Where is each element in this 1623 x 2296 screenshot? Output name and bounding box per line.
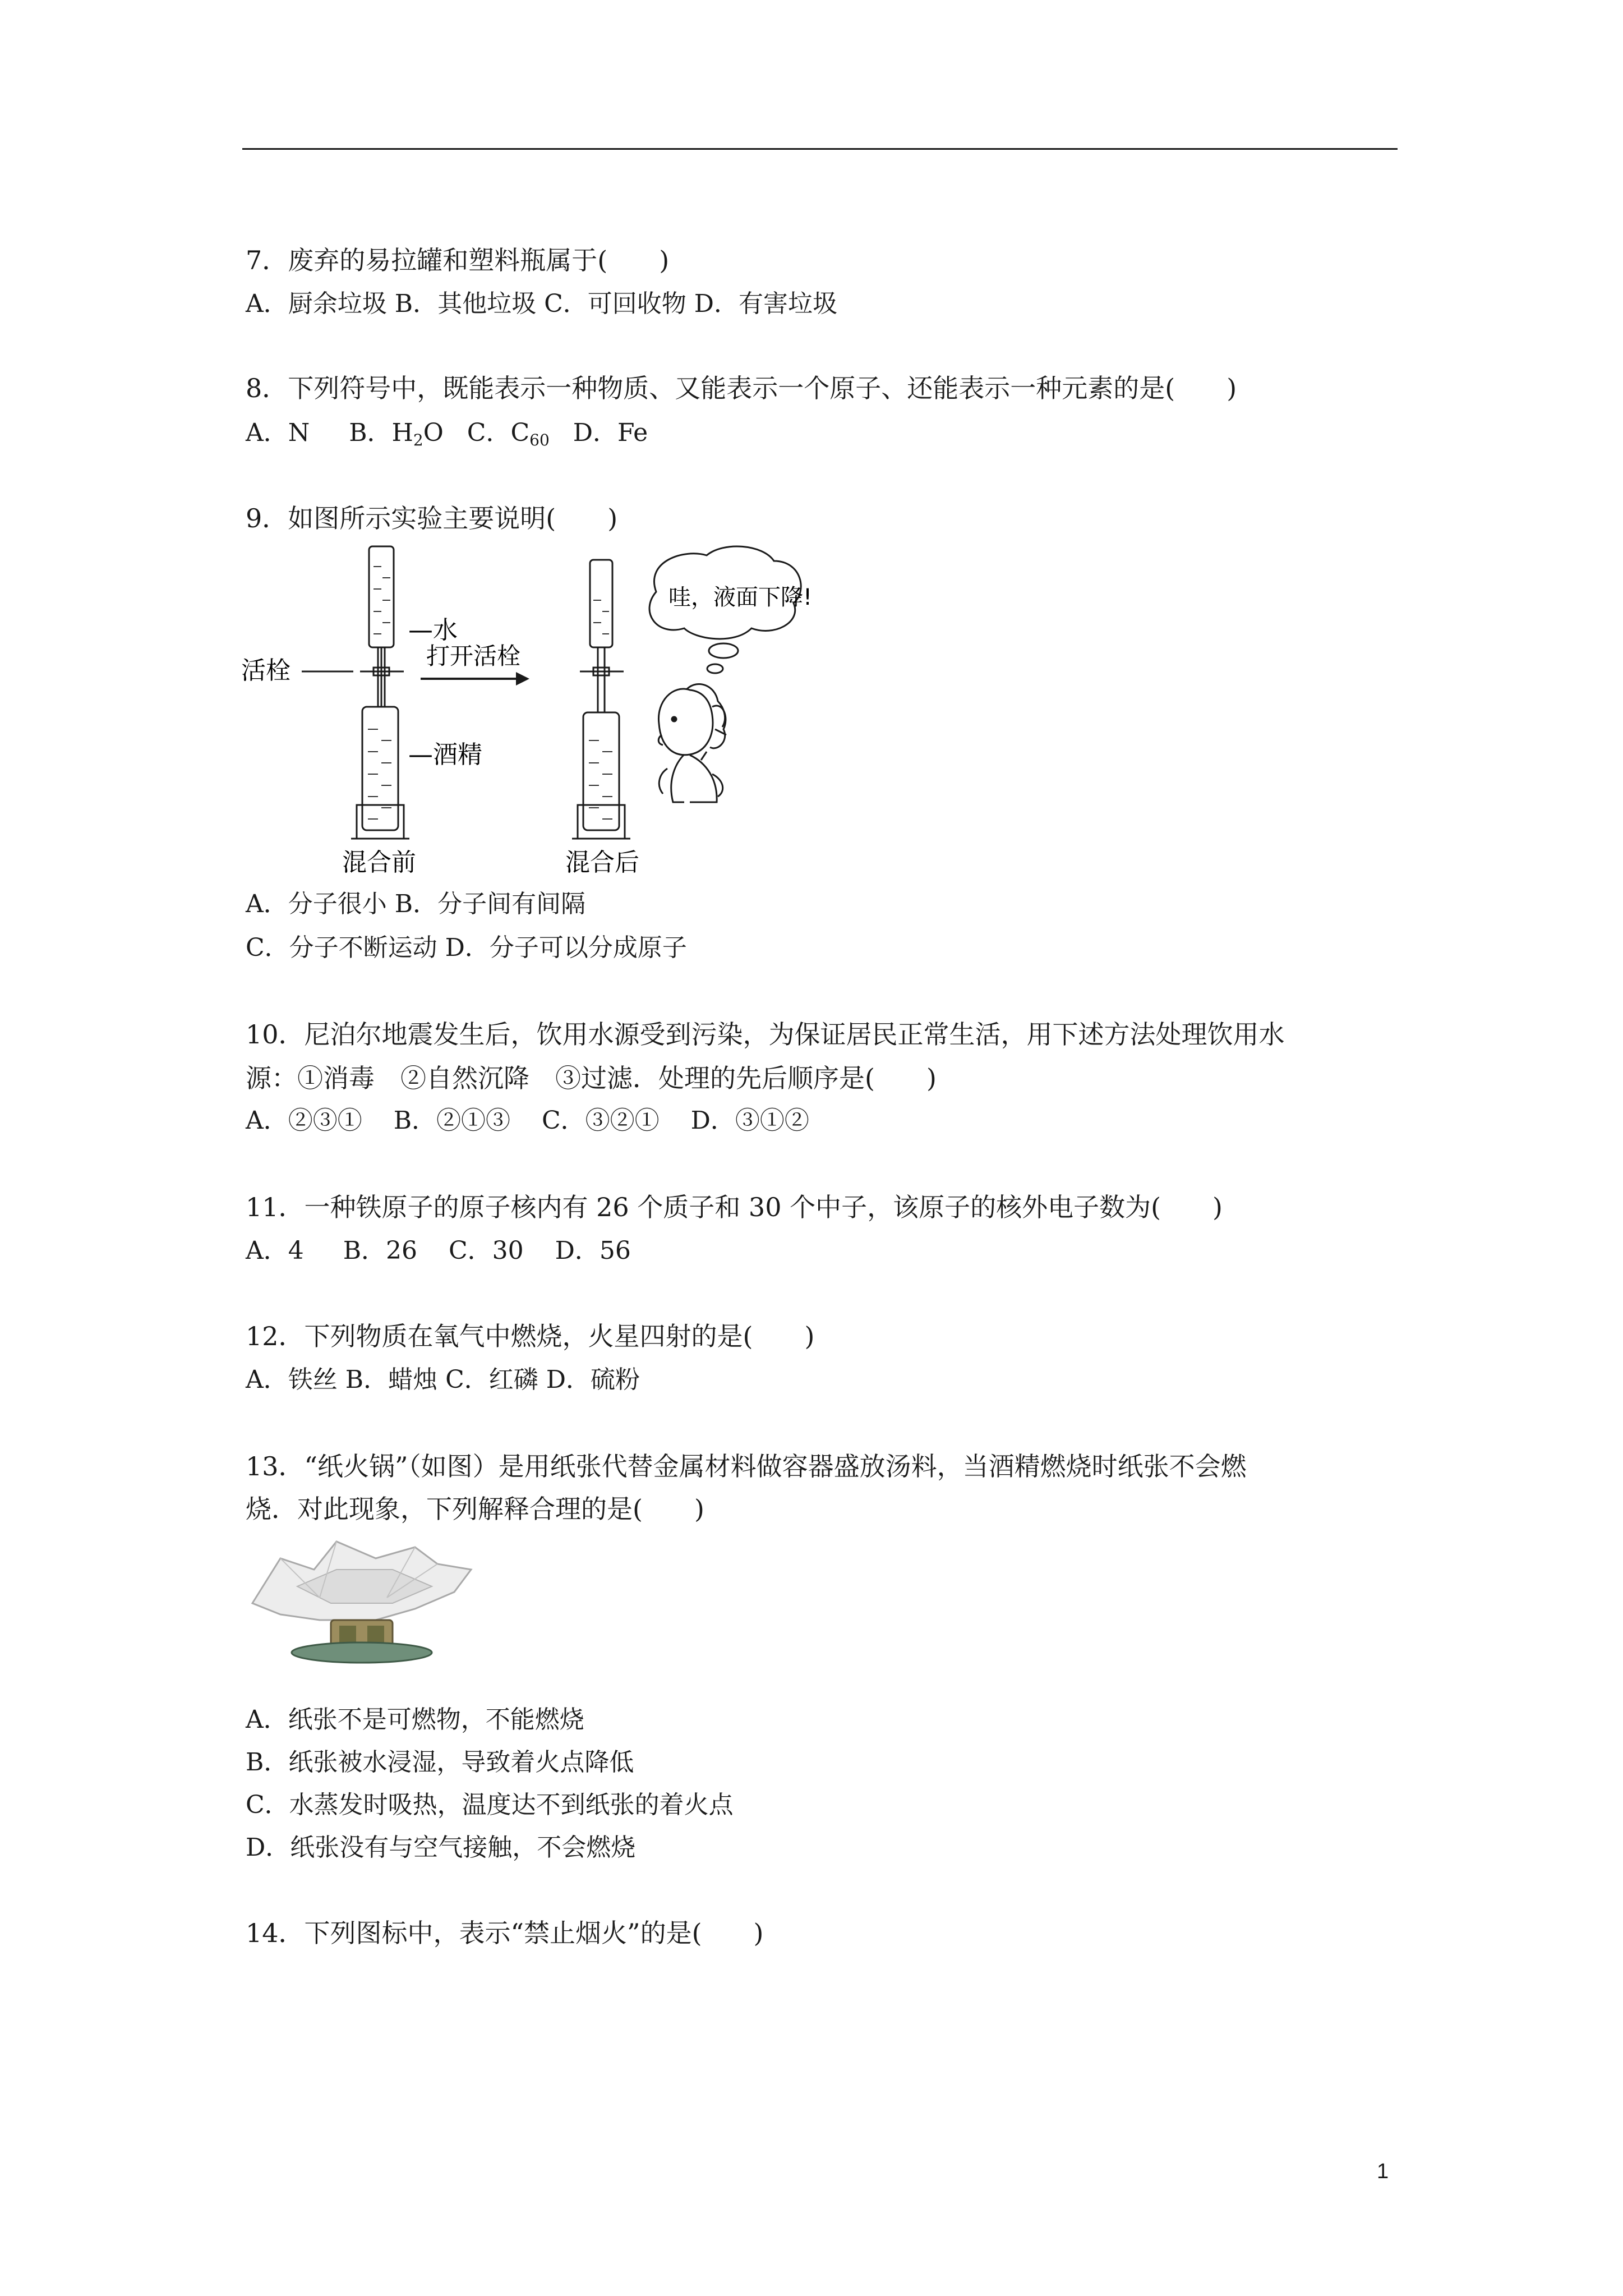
alcohol-dashes-after <box>589 740 612 819</box>
question-8-stem: 8．下列符号中，既能表示一种物质、又能表示一个原子、还能表示一种元素的是( ) <box>246 373 1237 403</box>
paper-hotpot-photo <box>247 1536 477 1665</box>
label-stopcock: 活栓 <box>241 656 291 685</box>
question-10-options: A．②③① B．②①③ C．③②① D．③①② <box>246 1106 809 1135</box>
diffusion-experiment-figure <box>241 539 813 886</box>
label-after-mixing: 混合后 <box>565 848 639 877</box>
question-7-stem: 7．废弃的易拉罐和塑料瓶属于( ) <box>246 245 670 275</box>
question-10-stem-line2: 源：①消毒 ②自然沉降 ③过滤．处理的先后顺序是( ) <box>246 1063 937 1093</box>
burner-base <box>292 1642 432 1663</box>
question-13-option-a: A．纸张不是可燃物，不能燃烧 <box>246 1705 584 1734</box>
arrow-head <box>516 672 529 685</box>
water-dashes-after <box>593 600 609 634</box>
question-10-stem-line1: 10．尼泊尔地震发生后，饮用水源受到污染，为保证居民正常生活，用下述方法处理饮用水 <box>246 1019 1285 1050</box>
question-14-stem: 14．下列图标中，表示“禁止烟火”的是( ) <box>246 1918 764 1948</box>
girl-illustration <box>658 684 726 802</box>
label-water: —水 <box>408 616 458 645</box>
question-13-option-b: B．纸张被水浸湿，导致着火点降低 <box>246 1748 634 1777</box>
subscript: 2 <box>413 431 423 449</box>
subscript: 60 <box>529 431 550 449</box>
question-7-options: A．厨余垃圾 B．其他垃圾 C．可回收物 D．有害垃圾 <box>246 289 838 318</box>
question-11-stem: 11．一种铁原子的原子核内有 26 个质子和 30 个中子，该原子的核外电子数为( ) <box>246 1192 1223 1222</box>
header-rule <box>242 148 1398 150</box>
label-open-stopcock: 打开活栓 <box>426 642 521 670</box>
question-13-stem-line2: 烧．对此现象，下列解释合理的是( ) <box>246 1494 704 1524</box>
water-dashes-before <box>374 567 390 634</box>
question-9-stem: 9．如图所示实验主要说明( ) <box>246 503 618 533</box>
thought-dot <box>707 664 723 673</box>
question-13-option-d: D．纸张没有与空气接触，不会燃烧 <box>246 1833 636 1862</box>
bubble-text: 哇，液面下降! <box>668 585 813 610</box>
page-number: 1 <box>1377 2160 1389 2183</box>
question-9-options-row2: C．分子不断运动 D．分子可以分成原子 <box>246 933 687 962</box>
question-11-options: A．4 B．26 C．30 D．56 <box>246 1236 631 1265</box>
apparatus-after <box>572 560 630 839</box>
question-9-options-row1: A．分子很小 B．分子间有间隔 <box>246 890 586 918</box>
question-13-option-c: C．水蒸发时吸热，温度达不到纸张的着火点 <box>246 1791 734 1819</box>
apparatus-before <box>351 546 409 839</box>
option-text: O C．C <box>423 418 530 447</box>
option-text: D．Fe <box>549 418 648 447</box>
question-8-options <box>246 417 648 449</box>
question-13-stem-line1: 13．“纸火锅”（如图）是用纸张代替金属材料做容器盛放汤料，当酒精燃烧时纸张不会燃 <box>246 1451 1247 1481</box>
thought-dot <box>709 643 738 658</box>
question-12-stem: 12．下列物质在氧气中燃烧，火星四射的是( ) <box>246 1321 815 1351</box>
label-before-mixing: 混合前 <box>342 848 416 877</box>
option-text: A．N B．H <box>246 418 413 447</box>
question-12-options: A．铁丝 B．蜡烛 C．红磷 D．硫粉 <box>246 1365 640 1394</box>
label-alcohol: —酒精 <box>408 740 482 769</box>
